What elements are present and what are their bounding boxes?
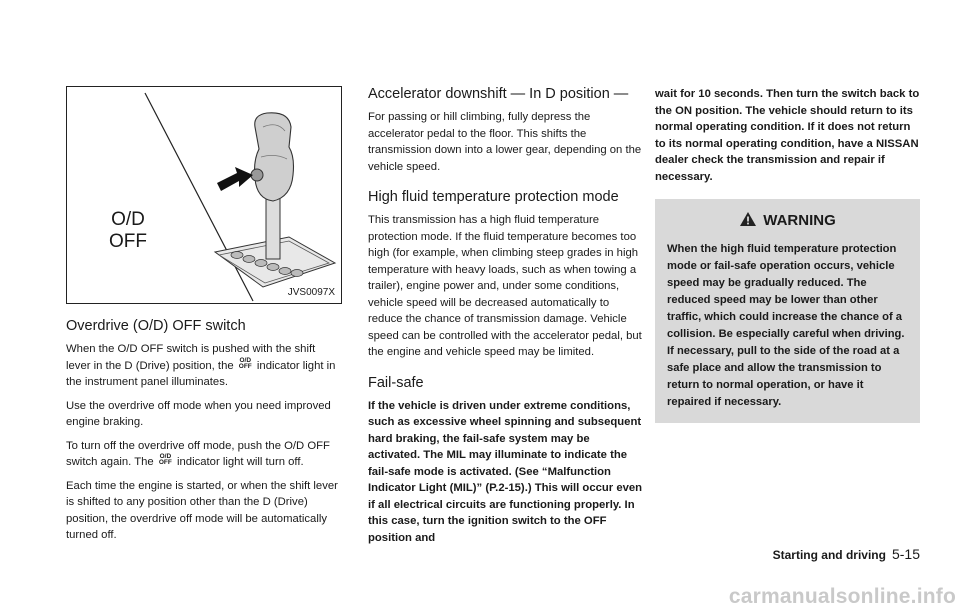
section-heading-overdrive: Overdrive (O/D) OFF switch	[66, 318, 246, 334]
paragraph: For passing or hill climbing, fully depress the accelerator pedal to the floor. This shifts the transmission down into a lower gear, depending on the vehicle speed.	[368, 111, 642, 173]
od-off-switch-figure	[66, 86, 342, 304]
left-column	[66, 86, 342, 551]
paragraph: wait for 10 seconds. Then turn the switch back to the ON position. The vehicle should return to its normal operating condition. If it does not return to its normal operating condition, have a NISSAN dealer check the transmission and repair if necessary.	[655, 88, 920, 183]
paragraph: When the O/D OFF switch is pushed with the shift lever in the D (Drive) position, the O/D OFF indicator light in the instrument panel illuminates.	[66, 343, 336, 388]
paragraph: To turn off the overdrive off mode, push the O/D OFF switch again. The O/D OFF indicator light will turn off.	[66, 439, 330, 468]
od-off-indicator-icon: O/D OFF	[238, 356, 252, 370]
shift-lever-illustration	[67, 87, 341, 303]
section-heading-accelerator: Accelerator downshift — In D position —	[368, 86, 629, 102]
page-footer	[773, 546, 920, 562]
paragraph: If the vehicle is driven under extreme conditions, such as excessive wheel spinning and subsequent hard braking, the fail-safe system may be activated. The MIL may illuminate to indicate the fail-safe mode is activated. (See “Malfunction Indicator Light (MIL)” (P.2-15).) This will occur even if all electrical circuits are functioning properly. In this case, turn the ignition switch to the OFF position and	[368, 399, 643, 544]
od-off-label: O/D OFF	[109, 209, 147, 252]
paragraph: Each time the engine is started, or when the shift lever is shifted to any position other than the D (Drive) position, the overdrive off mode will be automatically turned off.	[66, 479, 338, 541]
paragraph: Use the overdrive off mode when you need improved engine braking.	[66, 399, 331, 428]
watermark: carmanualsonline.info	[728, 585, 956, 608]
warning-text: When the high fluid temperature protection mode or fail-safe operation occurs, vehicle speed may be gradually reduced. The reduced speed may be lower than other traffic, which could increase the chance of a collision. Be especially careful when driving. If necessary, pull to the side of the road at a safe place and allow the transmission to return to normal operation, or have it repaired if necessary.	[667, 243, 905, 408]
paragraph: This transmission has a high fluid temperature protection mode. If the fluid temperature becomes too high (for example, when climbing steep grades in high temperature with heavy loads, such as when towing a trailer), engine power and, under some conditions, vehicle speed will be decreased automatically to reduce the chance of transmission damage. Vehicle speed can be controlled with the accelerator pedal, but the engine and vehicle speed may be limited.	[368, 214, 642, 358]
warning-box	[655, 199, 920, 423]
section-heading-high-fluid: High fluid temperature protection mode	[368, 189, 619, 205]
section-heading-fail-safe: Fail-safe	[368, 374, 424, 391]
middle-column	[368, 86, 644, 553]
od-off-indicator-icon: O/D OFF	[158, 453, 172, 466]
right-column	[655, 86, 920, 423]
warning-icon	[739, 211, 757, 227]
warning-header: WARNING	[667, 211, 908, 229]
section-name: Starting and driving	[772, 548, 886, 562]
page-number: 5-15	[891, 546, 920, 562]
figure-code: JVS0097X	[287, 287, 335, 298]
